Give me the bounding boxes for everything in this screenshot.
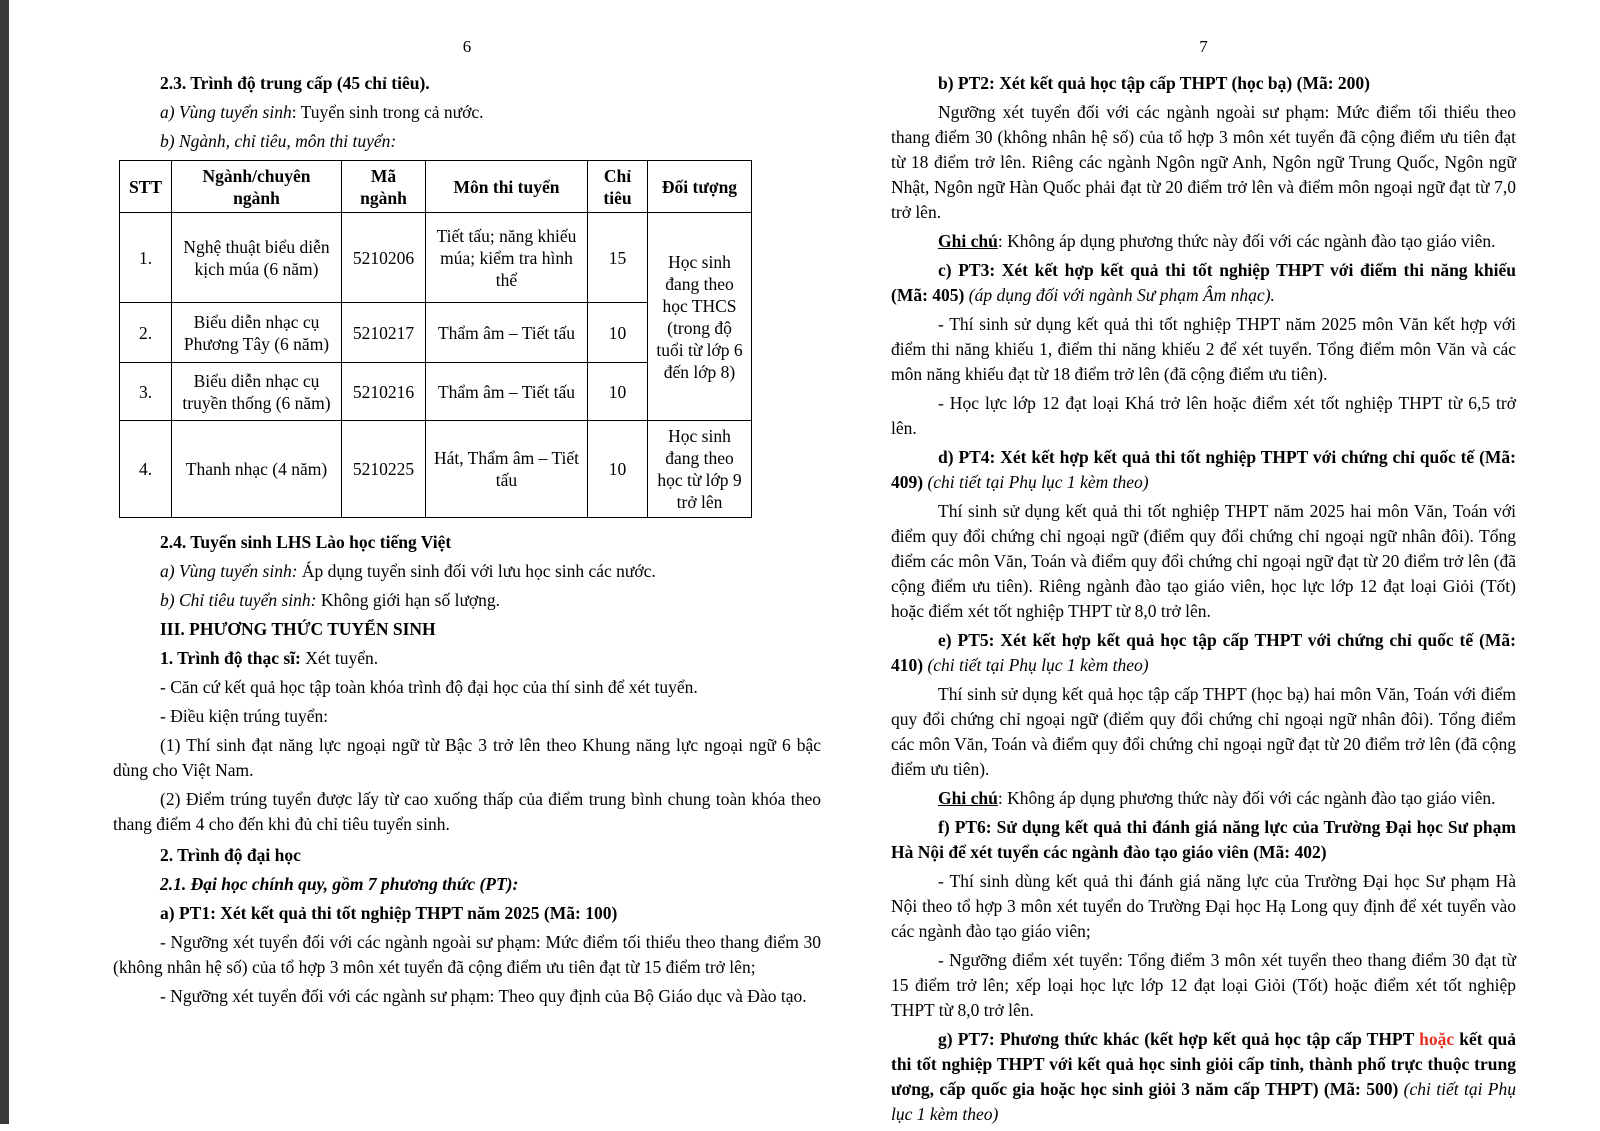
heading-pt7-italic-tail: (chi tiết tại Phụ lục 1 kèm theo) [891, 1079, 1516, 1124]
paragraph: - Ngưỡng xét tuyển đối với các ngành ngoài sư phạm: Mức điểm tối thiểu theo thang điểm 30 (không nhân hệ số) của tổ hợp 3 môn xét tuyển đã cộng điểm ưu tiên đạt từ 15 điểm trở lên; [113, 932, 821, 977]
heading-pt3 [891, 258, 1516, 308]
heading-pt5-italic: (chi tiết tại Phụ lục 1 kèm theo) [927, 655, 1149, 675]
line-master-level-lead: 1. Trình độ thạc sĩ: [160, 648, 301, 668]
col-header-ma-nganh: Mã ngành [342, 161, 426, 213]
heading-pt3-italic: (áp dụng đối với ngành Sư phạm Âm nhạc). [968, 285, 1275, 305]
heading-pt7-bold-before: g) PT7: Phương thức khác (kết hợp kết quả học tập cấp THPT [938, 1029, 1420, 1049]
paragraph: Thí sinh sử dụng kết quả học tập cấp THPT (học bạ) hai môn Văn, Toán với điểm quy đổi chứng chỉ ngoại ngữ (điểm quy đổi chứng chỉ ngoại ngữ nhân đôi). Tổng điểm các môn Văn, Toán và điểm quy đổi chứng chỉ ngoại ngữ đạt từ 20 điểm trở lên (đã cộng điểm ưu tiên). [891, 684, 1516, 779]
note [891, 229, 1516, 254]
line-majors-intro: b) Ngành, chỉ tiêu, môn thi tuyển: [160, 131, 397, 151]
table-cell: 2. [120, 303, 172, 363]
heading-university-level: 2. Trình độ đại học [160, 845, 301, 865]
heading-pt7-red-word: hoặc [1419, 1029, 1455, 1049]
table-cell: Nghệ thuật biểu diễn kịch múa (6 năm) [172, 213, 342, 303]
line-master-level [113, 646, 821, 671]
paragraph: - Căn cứ kết quả học tập toàn khóa trình độ đại học của thí sinh để xét tuyển. [160, 677, 698, 697]
table-row [120, 213, 752, 303]
table-row [120, 421, 752, 518]
heading-pt4-bold: d) PT4: Xét kết hợp kết quả thi tốt nghiệp THPT với chứng chỉ quốc tế (Mã: 409) [891, 447, 1516, 492]
table-cell-merged-target: Học sinh đang theo học THCS (trong độ tuổi từ lớp 6 đến lớp 8) [648, 213, 752, 421]
table-cell: 5210217 [342, 303, 426, 363]
note-lead: Ghi chú [938, 788, 998, 808]
page-7 [891, 34, 1516, 1131]
heading-pt2: b) PT2: Xét kết quả học tập cấp THPT (học bạ) (Mã: 200) [938, 73, 1370, 93]
line-region-rest: : Tuyển sinh trong cả nước. [291, 102, 484, 122]
heading-pt3-bold: c) PT3: Xét kết hợp kết quả thi tốt nghiệp THPT với điểm thi năng khiếu (Mã: 405) [891, 260, 1516, 305]
paragraph: Thí sinh sử dụng kết quả thi tốt nghiệp THPT năm 2025 hai môn Văn, Toán với điểm quy đổi chứng chỉ ngoại ngữ (điểm quy đổi chứng chỉ ngoại ngữ nhân đôi). Tổng điểm các môn Văn, Toán và điểm quy đổi chứng chỉ ngoại ngữ đạt từ 20 điểm trở lên (đã cộng điểm ưu tiên). Riêng ngành đào tạo giáo viên, học lực lớp 12 đạt loại Giỏi (Tốt) hoặc điểm xét tốt nghiệp THPT từ 8,0 trở lên. [891, 501, 1516, 621]
paragraph: - Học lực lớp 12 đạt loại Khá trở lên hoặc điểm xét tốt nghiệp THPT từ 6,5 trở lên. [891, 393, 1516, 438]
heading-pt7 [891, 1027, 1516, 1127]
table-header-row [120, 161, 752, 213]
table-cell: Tiết tấu; năng khiếu múa; kiểm tra hình thể [426, 213, 588, 303]
heading-2-1: 2.1. Đại học chính quy, gồm 7 phương thức (PT): [160, 874, 519, 894]
table-cell: Thẩm âm – Tiết tấu [426, 363, 588, 421]
line-region-lhs-lead: a) Vùng tuyển sinh: [160, 561, 298, 581]
table-cell: Hát, Thẩm âm – Tiết tấu [426, 421, 588, 518]
line-region-lhs [113, 559, 821, 584]
heading-pt7-bold-after: kết quả thi tốt nghiệp THPT với kết quả học sinh giỏi cấp tỉnh, thành phố trực thuộc trung ương, cấp quốc gia hoặc học sinh giỏi 3 năm cấp THPT) (Mã: 500) [891, 1029, 1516, 1099]
paragraph: - Ngưỡng điểm xét tuyển: Tổng điểm 3 môn xét tuyển theo thang điểm 30 đạt từ 15 điểm trở lên; xếp loại học lực lớp 12 đạt loại Giỏi (Tốt) hoặc điểm xét tốt nghiệp THPT từ 8,0 trở lên. [891, 950, 1516, 1020]
table-cell: 4. [120, 421, 172, 518]
note [891, 786, 1516, 811]
note-rest: : Không áp dụng phương thức này đối với các ngành đào tạo giáo viên. [997, 231, 1496, 251]
note-rest: : Không áp dụng phương thức này đối với các ngành đào tạo giáo viên. [997, 788, 1496, 808]
page-6 [113, 34, 821, 1013]
heading-pt4 [891, 445, 1516, 495]
table-cell: 1. [120, 213, 172, 303]
paragraph: (2) Điểm trúng tuyển được lấy từ cao xuống thấp của điểm trung bình chung toàn khóa theo thang điểm 4 cho đến khi đủ chỉ tiêu tuyển sinh. [113, 789, 821, 834]
table-cell: Thanh nhạc (4 năm) [172, 421, 342, 518]
table-cell: Biểu diễn nhạc cụ truyền thống (6 năm) [172, 363, 342, 421]
paragraph: Ngưỡng xét tuyển đối với các ngành ngoài sư phạm: Mức điểm tối thiểu theo thang điểm 30 (không nhân hệ số) của tổ hợp 3 môn xét tuyển đã cộng điểm ưu tiên đạt từ 18 điểm trở lên. Riêng các ngành Ngôn ngữ Anh, Ngôn ngữ Trung Quốc, Ngôn ngữ Nhật, Ngôn ngữ Hàn Quốc phải đạt từ 20 điểm trở lên và điểm môn ngoại ngữ đạt từ 7,0 trở lên. [891, 102, 1516, 222]
col-header-doi-tuong: Đối tượng [648, 161, 752, 213]
heading-pt1: a) PT1: Xét kết quả thi tốt nghiệp THPT năm 2025 (Mã: 100) [160, 903, 618, 923]
col-header-nganh: Ngành/chuyên ngành [172, 161, 342, 213]
table-cell-target: Học sinh đang theo học từ lớp 9 trở lên [648, 421, 752, 518]
col-header-mon-thi: Môn thi tuyển [426, 161, 588, 213]
table-cell: 3. [120, 363, 172, 421]
heading-pt5-bold: e) PT5: Xét kết hợp kết quả học tập cấp THPT với chứng chỉ quốc tế (Mã: 410) [891, 630, 1516, 675]
scan-edge-bar [0, 0, 9, 1124]
page-number: 7 [1199, 37, 1208, 56]
line-quota-lhs [113, 588, 821, 613]
line-region [113, 100, 821, 125]
table-cell: Thẩm âm – Tiết tấu [426, 303, 588, 363]
heading-2-4: 2.4. Tuyển sinh LHS Lào học tiếng Việt [160, 532, 452, 552]
paragraph: - Điều kiện trúng tuyển: [160, 706, 329, 726]
table-cell: 10 [588, 421, 648, 518]
line-quota-lhs-rest: Không giới hạn số lượng. [316, 590, 501, 610]
heading-pt5 [891, 628, 1516, 678]
paragraph: - Ngưỡng xét tuyển đối với các ngành sư phạm: Theo quy định của Bộ Giáo dục và Đào tạo. [160, 986, 807, 1006]
table-cell: 5210206 [342, 213, 426, 303]
line-region-lead: a) Vùng tuyển sinh [160, 102, 292, 122]
col-header-chi-tieu: Chỉ tiêu [588, 161, 648, 213]
paragraph: - Thí sinh sử dụng kết quả thi tốt nghiệp THPT năm 2025 môn Văn kết hợp với điểm thi năng khiếu 1, điểm thi năng khiếu 2 để xét tuyển. Tổng điểm môn Văn và các môn năng khiếu đạt từ 18 điểm trở lên (đã cộng điểm ưu tiên). [891, 314, 1516, 384]
admission-table [119, 160, 752, 518]
table-cell: 10 [588, 303, 648, 363]
note-lead: Ghi chú [938, 231, 998, 251]
table-cell: 5210225 [342, 421, 426, 518]
table-cell: 10 [588, 363, 648, 421]
line-master-level-rest: Xét tuyển. [300, 648, 379, 668]
heading-pt4-italic: (chi tiết tại Phụ lục 1 kèm theo) [927, 472, 1149, 492]
table-cell: 15 [588, 213, 648, 303]
table-cell: 5210216 [342, 363, 426, 421]
heading-pt6: f) PT6: Sử dụng kết quả thi đánh giá năng lực của Trường Đại học Sư phạm Hà Nội để xét tuyển các ngành đào tạo giáo viên (Mã: 402) [891, 817, 1516, 862]
line-region-lhs-rest: Áp dụng tuyển sinh đối với lưu học sinh các nước. [297, 561, 656, 581]
heading-2-3: 2.3. Trình độ trung cấp (45 chỉ tiêu). [160, 73, 430, 93]
paragraph: (1) Thí sinh đạt năng lực ngoại ngữ từ Bậc 3 trở lên theo Khung năng lực ngoại ngữ 6 bậc dùng cho Việt Nam. [113, 735, 821, 780]
line-quota-lhs-lead: b) Chỉ tiêu tuyển sinh: [160, 590, 317, 610]
table-cell: Biểu diễn nhạc cụ Phương Tây (6 năm) [172, 303, 342, 363]
heading-section-iii: III. PHƯƠNG THỨC TUYỂN SINH [160, 619, 436, 639]
col-header-stt: STT [120, 161, 172, 213]
paragraph: - Thí sinh dùng kết quả thi đánh giá năng lực của Trường Đại học Sư phạm Hà Nội theo tổ hợp 3 môn xét tuyển do Trường Đại học Hạ Long quy định để xét tuyển vào các ngành đào tạo giáo viên; [891, 871, 1516, 941]
page-number: 6 [462, 37, 472, 56]
